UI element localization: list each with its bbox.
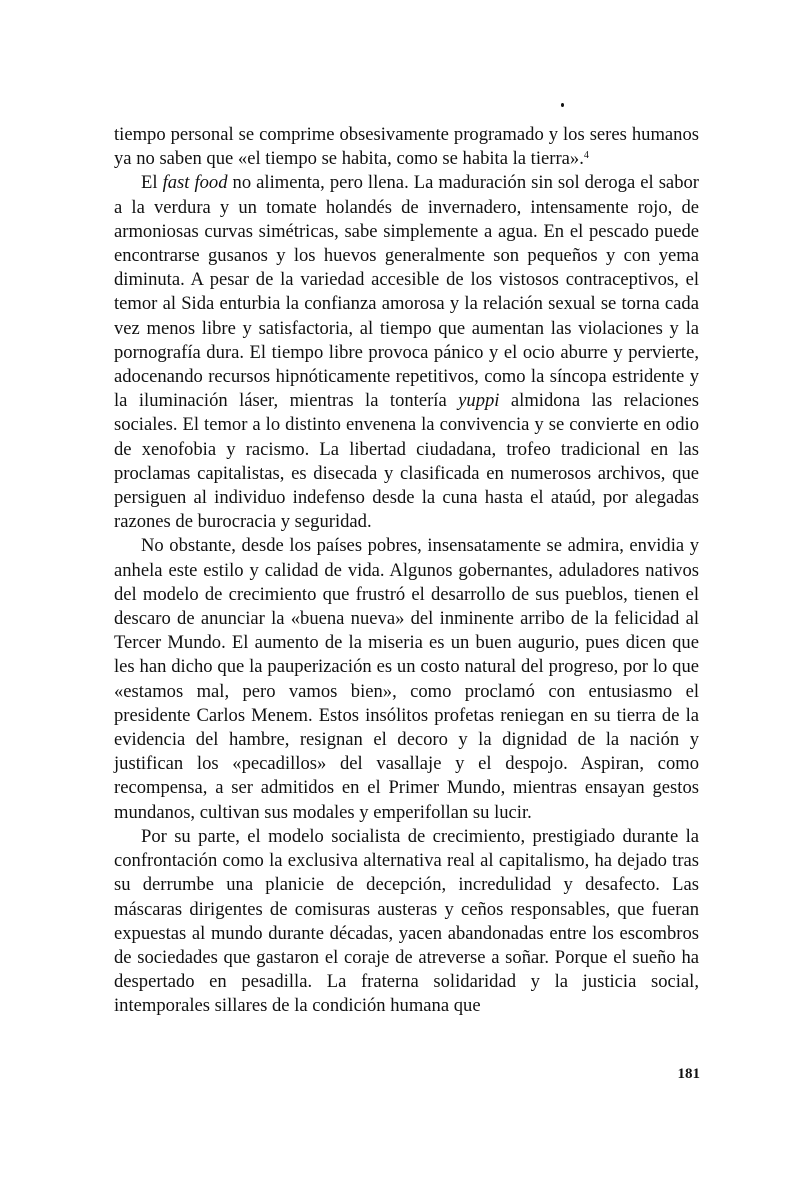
- page-number: 181: [677, 1066, 700, 1082]
- paragraph-4: [114, 825, 699, 1019]
- text-span: tiempo personal se comprime obsesivamente programado y los seres humanos ya no saben que «el tiempo se habita, como se habita la tierra».: [114, 124, 699, 170]
- text-span: No obstante, desde los países pobres, insensatamente se admira, envidia y anhela este estilo y calidad de vida. Algunos gobernantes, aduladores nativos del modelo de crecimiento que frustró el desarrollo de sus pueblos, tienen el descaro de anunciar la «buena nueva» del inminente arribo de la felicidad al Tercer Mundo. El aumento de la miseria es un buen augurio, pues dicen que les han dicho que la pauperización es un costo natural del progreso, por lo que «estamos mal, pero vamos bien», como proclamó con entusiasmo el presidente Carlos Menem. Estos insólitos profetas reniegan en su tierra de la evidencia del hambre, resignan el decoro y la dignidad de la nación y justifican los «pecadillos» del vasallaje y el despojo. Aspiran, como recompensa, a ser admitidos en el Primer Mundo, mientras ensayan gestos mundanos, cultivan sus modales y emperifollan su lucir.: [114, 535, 699, 823]
- text-span: almidona las relaciones sociales. El temor a lo distinto envenena la convivencia y se convierte en odio de xenofobia y racismo. La libertad ciudadana, trofeo tradicional en las proclamas capitalistas, es disecada y clasificada en numerosos archivos, que persiguen al individuo indefenso desde la cuna hasta el ataúd, por alegadas razones de burocracia y seguridad.: [114, 390, 699, 533]
- ink-mark: [561, 103, 564, 107]
- text-span: Por su parte, el modelo socialista de crecimiento, prestigiado durante la confrontación como la exclusiva alternativa real al capitalismo, ha dejado tras su derrumbe una planicie de decepción, incredulidad y desafecto. Las máscaras dirigentes de comisuras austeras y ceños responsables, que fueran expuestas al mundo durante décadas, yacen abandonadas entre los escombros de sociedades que gastaron el coraje de atreverse a soñar. Porque el sueño ha despertado en pesadilla. La fraterna solidaridad y la justicia social, intemporales sillares de la condición humana que: [114, 825, 699, 1017]
- paragraph-3: [114, 534, 699, 824]
- paragraph-2: [114, 171, 699, 534]
- body-text: [114, 123, 699, 1019]
- text-span: no alimenta, pero llena. La maduración sin sol deroga el sabor a la verdura y un tomate holandés de invernadero, intensamente rojo, de armoniosas curvas simétricas, sabe simplemente a agua. En el pescado puede encontrarse gusanos y los huevos generalmente son pequeños y con yema diminuta. A pesar de la variedad accesible de los vistosos contraceptivos, el temor al Sida enturbia la confianza amorosa y la relación sexual se torna cada vez menos libre y satisfactoria, al tiempo que aumentan las violaciones y la pornografía dura. El tiempo libre provoca pánico y el ocio aburre y pervierte, adocenando recursos hipnóticamente repetitivos, como la síncopa estridente y la iluminación láser, mientras la tontería: [114, 172, 699, 412]
- paragraph-1: [114, 123, 699, 171]
- italic-term-yuppi: yuppi: [458, 390, 500, 412]
- text-span: El: [141, 172, 163, 194]
- footnote-ref: 4: [583, 150, 589, 162]
- italic-term-fast-food: fast food: [162, 172, 228, 194]
